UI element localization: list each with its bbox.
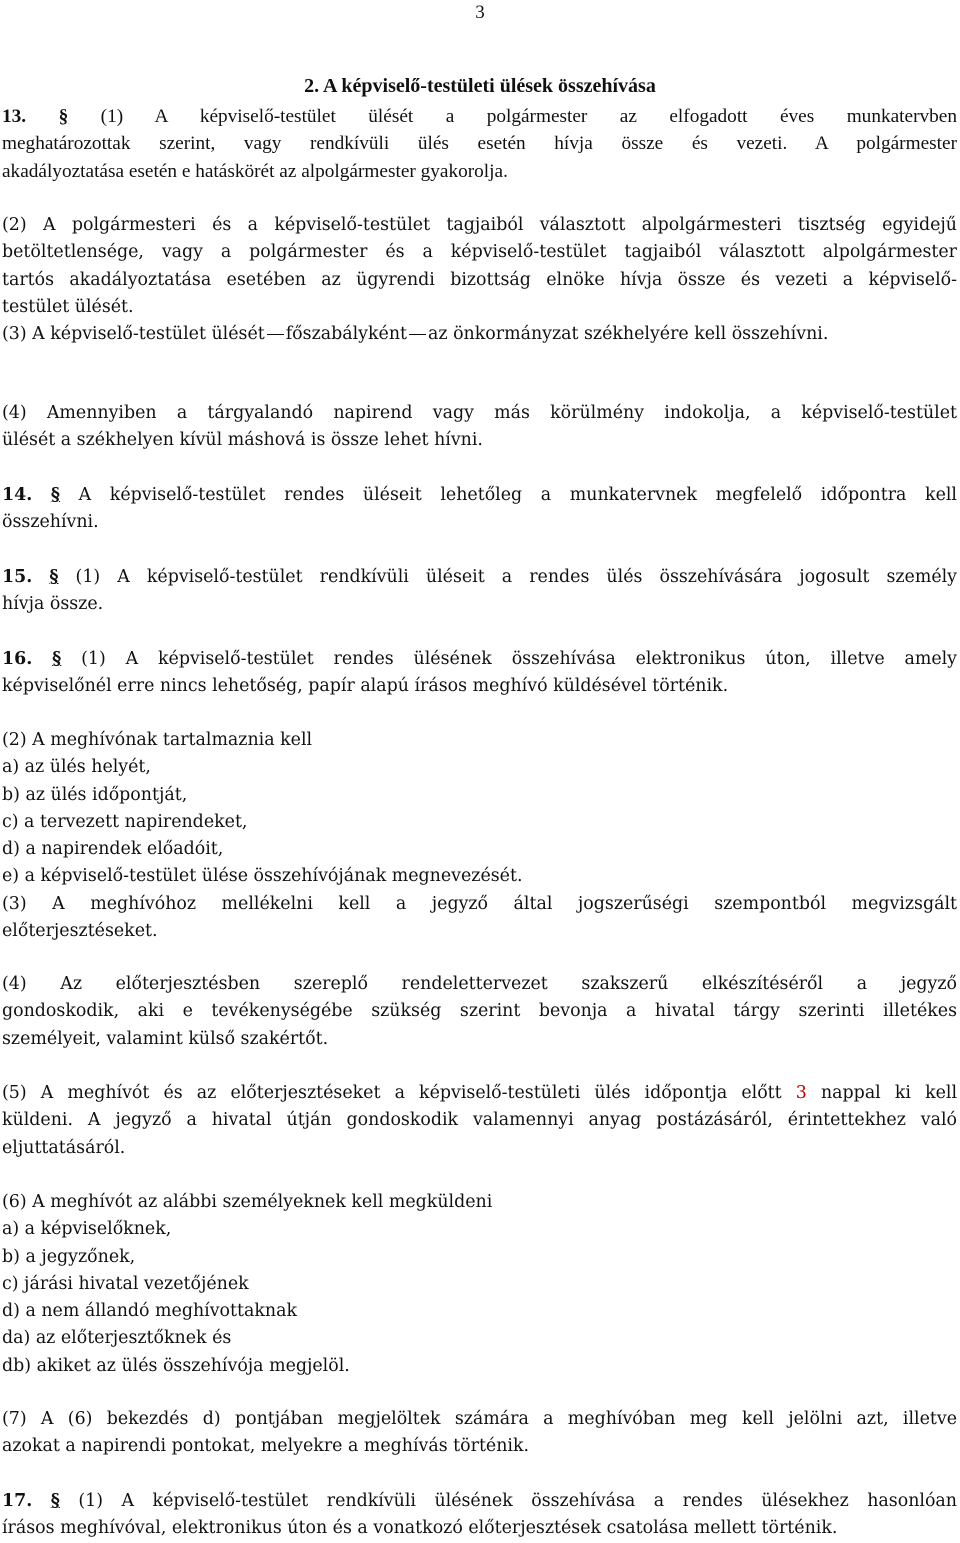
text-line: képviselőnél erre nincs lehetőség, papír alapú írásos meghívó küldésével történik. <box>2 676 729 697</box>
list-item: da) az előterjesztőknek és <box>2 1328 232 1349</box>
text-line: (7) A (6) bekezdés d) pontjában megjelöltek számára a meghívóban meg kell jelölni azt, illetve <box>2 1409 957 1429</box>
text-line: írásos meghívóval, elektronikus úton és a vonatkozó előterjesztések csatolása mellett történik. <box>2 1518 838 1539</box>
text-line: (2) A meghívónak tartalmaznia kell <box>2 730 313 750</box>
list-item: a) az ülés helyét, <box>2 757 151 778</box>
text-line <box>2 564 957 591</box>
text-line: meghatározottak szerint, vagy rendkívüli ülés esetén hívja össze és vezeti. A polgármester <box>2 133 957 155</box>
text-line <box>2 1488 957 1515</box>
paragraph-17 <box>2 1488 957 1543</box>
paragraph-16-5 <box>2 1080 957 1162</box>
text-line: küldeni. A jegyző a hivatal útján gondoskodik valamennyi anyag postázásáról, érintettekhez való <box>2 1110 957 1131</box>
paragraph-16-2 <box>2 727 957 945</box>
paragraph-16-7 <box>2 1406 957 1461</box>
text-line <box>2 321 957 348</box>
section-sign: § <box>49 567 59 587</box>
paragraph-14 <box>2 482 957 537</box>
paragraph-16-6 <box>2 1189 957 1380</box>
text-span: az önkormányzat székhelyére kell összehívni. <box>428 324 829 345</box>
text-line: személyeit, valamint külső szakértőt. <box>2 1028 329 1049</box>
text-line: gondoskodik, aki e tevékenységébe szükség szerint bevonja a hivatal tárgy szerinti illetékes <box>2 1001 957 1022</box>
dash <box>267 334 284 335</box>
section-heading: 2. A képviselő-testületi ülések összehívása <box>304 75 656 97</box>
text-line <box>2 482 957 509</box>
page-number: 3 <box>475 2 485 23</box>
paragraph-13-2 <box>2 212 957 348</box>
paragraph-16-1 <box>2 646 957 701</box>
list-item: b) az ülés időpontját, <box>2 784 188 805</box>
section-number: 13. <box>2 106 27 127</box>
text-span: (1) A képviselő-testület ülését a polgármester az elfogadott éves munkatervben <box>100 106 957 127</box>
section-number: 15. <box>2 567 33 587</box>
text-line: akadályoztatása esetén e hatáskörét az alpolgármester gyakorolja. <box>2 160 508 182</box>
text-span: (1) A képviselő-testület rendkívüli üléseit a rendes ülés összehívására jogosult személy <box>75 567 957 587</box>
text-span: (1) A képviselő-testület rendes ülésének összehívása elektronikus úton, illetve amely <box>81 649 957 669</box>
list-item: e) a képviselő-testület ülése összehívójának megnevezését. <box>2 866 523 887</box>
text-line <box>2 646 957 673</box>
paragraph-16-4 <box>2 971 957 1053</box>
text-span: (5) A meghívót és az előterjesztéseket a képviselő-testületi ülés időpontja előtt <box>2 1083 782 1103</box>
text-line: (6) A meghívót az alábbi személyeknek kell megküldeni <box>2 1192 493 1212</box>
text-line: (4) Az előterjesztésben szereplő rendelettervezet szakszerű elkészítéséről a jegyző <box>2 974 957 994</box>
section-number: 16. <box>2 649 33 669</box>
text-line: betöltetlensége, vagy a polgármester és a képviselő-testület tagjaiból választott alpolgármester <box>2 242 957 263</box>
paragraph-13-1 <box>2 103 957 185</box>
text-span: nappal ki kell <box>820 1083 957 1103</box>
list-item: d) a napirendek előadóit, <box>2 839 224 860</box>
section-sign: § <box>50 485 60 505</box>
section-sign: § <box>58 106 69 127</box>
text-span: (3) A képviselő-testület ülését <box>2 324 265 345</box>
text-line: (3) A meghívóhoz mellékelni kell a jegyző által jogszerűségi szempontból megvizsgált <box>2 893 957 914</box>
text-line: azokat a napirendi pontokat, melyekre a meghívás történik. <box>2 1436 530 1457</box>
list-item: db) akiket az ülés összehívója megjelöl. <box>2 1355 350 1376</box>
text-span: A képviselő-testület rendes üléseit lehetőleg a munkatervnek megfelelő időpontra kell <box>78 485 957 505</box>
text-line <box>2 103 957 130</box>
text-line: tartós akadályoztatása esetében az ügyrendi bizottság elnöke hívja össze és vezeti a képviselő- <box>2 269 957 290</box>
list-item: b) a jegyzőnek, <box>2 1246 136 1267</box>
text-line: testület ülését. <box>2 296 134 317</box>
section-number: 14. <box>2 485 33 505</box>
section-sign: § <box>52 649 62 669</box>
text-span: (1) A képviselő-testület rendkívüli ülésének összehívása a rendes ülésekhez hasonlóan <box>78 1491 957 1511</box>
paragraph-15 <box>2 564 957 619</box>
text-line: előterjesztéseket. <box>2 921 158 942</box>
list-item: a) a képviselőknek, <box>2 1219 172 1240</box>
section-sign: § <box>50 1491 60 1511</box>
paragraph-13-4 <box>2 400 957 455</box>
text-line: hívja össze. <box>2 594 104 615</box>
text-line: (4) Amennyiben a tárgyalandó napirend vagy más körülmény indokolja, a képviselő-testület <box>2 403 957 423</box>
text-line: eljuttatásáról. <box>2 1137 126 1158</box>
text-span: főszabályként <box>285 324 408 345</box>
text-line: összehívni. <box>2 512 99 533</box>
list-item: c) a tervezett napirendeket, <box>2 811 248 832</box>
text-line: ülését a székhelyen kívül máshová is össze lehet hívni. <box>2 430 483 451</box>
list-item: d) a nem állandó meghívottaknak <box>2 1301 298 1322</box>
dash <box>409 334 426 335</box>
text-line <box>2 1080 957 1107</box>
section-number: 17. <box>2 1491 33 1511</box>
list-item: c) járási hivatal vezetőjének <box>2 1273 249 1294</box>
highlighted-number: 3 <box>795 1083 807 1103</box>
text-line: (2) A polgármesteri és a képviselő-testület tagjaiból választott alpolgármesteri tisztség egyidejű <box>2 215 957 235</box>
